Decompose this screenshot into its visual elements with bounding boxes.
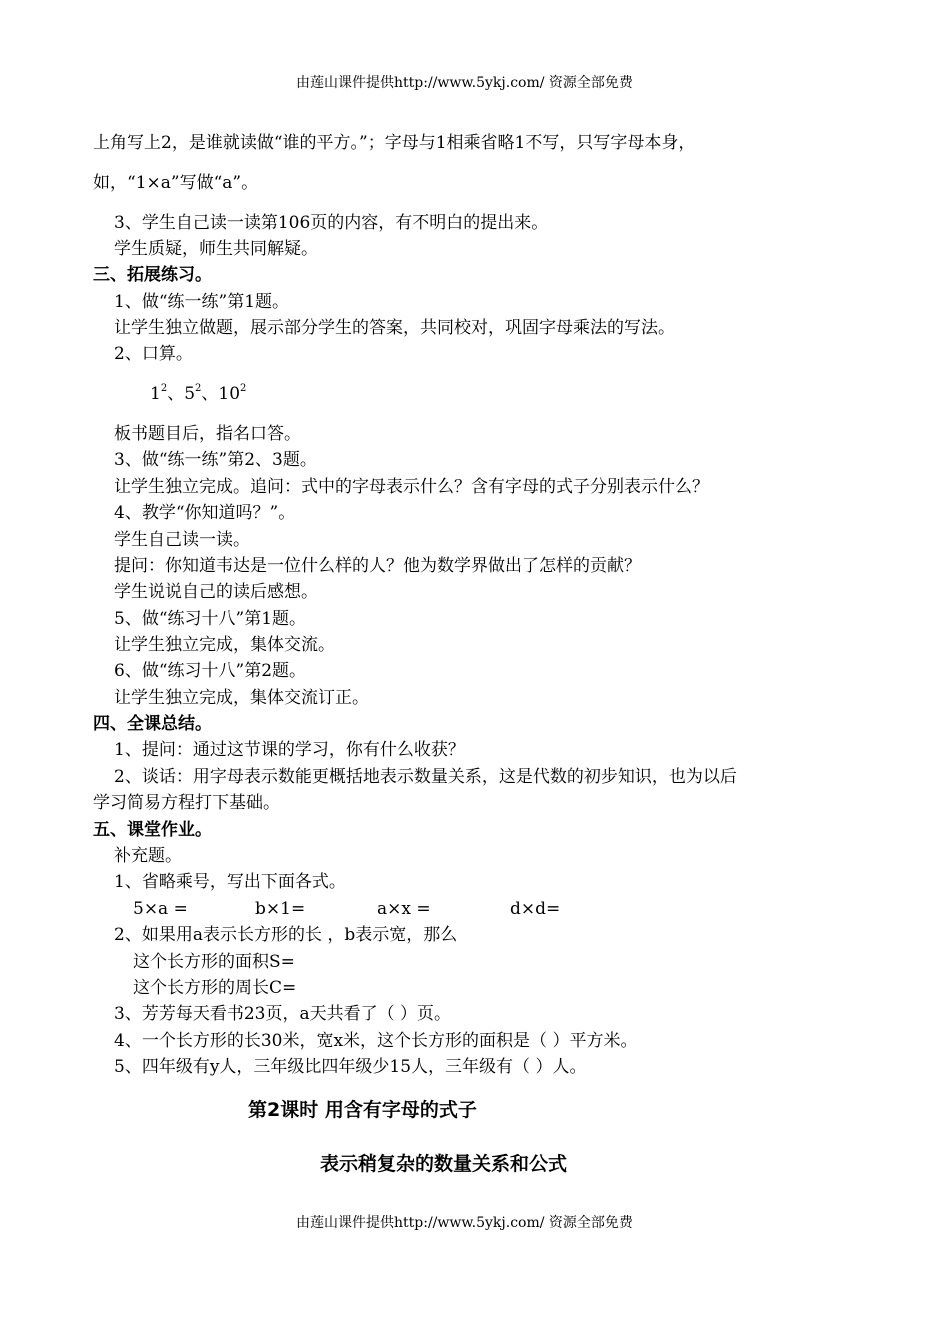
section-heading: 四、全课总结。 bbox=[93, 714, 212, 734]
section-heading: 三、拓展练习。 bbox=[93, 265, 212, 285]
lesson-title: 第2课时 用含有字母的式子 bbox=[248, 1099, 477, 1121]
formula: 5×a = bbox=[133, 899, 188, 919]
text-line: 4、一个长方形的长30米，宽x米，这个长方形的面积是（ ）平方米。 bbox=[114, 1031, 638, 1051]
text-line: 2、谈话：用字母表示数能更概括地表示数量关系，这是代数的初步知识，也为以后 bbox=[114, 767, 737, 787]
power-exponent: 2 bbox=[240, 383, 247, 394]
text-line: 如，“1×a”写做“a”。 bbox=[93, 173, 259, 193]
power-base: 10 bbox=[218, 384, 241, 404]
text-line: 学习简易方程打下基础。 bbox=[93, 793, 280, 813]
power-expressions bbox=[150, 384, 246, 404]
power-exponent: 2 bbox=[195, 383, 202, 394]
text-line: 3、做“练一练”第2、3题。 bbox=[114, 450, 317, 470]
formula: d×d= bbox=[510, 899, 561, 919]
text-line: 5、四年级有y人，三年级比四年级少15人，三年级有（ ）人。 bbox=[114, 1057, 587, 1077]
text-line: 2、口算。 bbox=[114, 344, 193, 364]
formula: a×x = bbox=[377, 899, 431, 919]
page-header: 由莲山课件提供http://www.5ykj.com/ 资源全部免费 bbox=[296, 75, 633, 91]
text-line: 这个长方形的面积S= bbox=[133, 952, 295, 972]
text-line: 板书题目后，指名口答。 bbox=[114, 424, 301, 444]
text-line: 1、省略乘号，写出下面各式。 bbox=[114, 872, 346, 892]
text-line: 1、做“练一练”第1题。 bbox=[114, 292, 290, 312]
text-line: 让学生独立做题，展示部分学生的答案，共同校对，巩固字母乘法的写法。 bbox=[114, 318, 675, 338]
text-line: 1、提问：通过这节课的学习，你有什么收获？ bbox=[114, 740, 465, 760]
text-line: 补充题。 bbox=[114, 846, 182, 866]
power-base: 1 bbox=[150, 384, 161, 404]
text-line: 4、教学“你知道吗？”。 bbox=[114, 503, 296, 523]
text-line: 让学生独立完成，集体交流订正。 bbox=[114, 688, 369, 708]
text-line: 6、做“练习十八”第2题。 bbox=[114, 661, 307, 681]
power-base: 5 bbox=[184, 384, 196, 404]
page-footer: 由莲山课件提供http://www.5ykj.com/ 资源全部免费 bbox=[296, 1215, 633, 1231]
text-line: 上角写上2，是谁就读做“谁的平方。”；字母与1相乘省略1不写，只写字母本身， bbox=[93, 133, 696, 153]
text-line: 3、学生自己读一读第106页的内容，有不明白的提出来。 bbox=[114, 213, 549, 233]
text-line: 这个长方形的周长C= bbox=[133, 978, 297, 998]
text-line: 2、如果用a表示长方形的长 ，b表示宽，那么 bbox=[114, 925, 458, 945]
separator: 、 bbox=[167, 384, 185, 404]
lesson-subtitle: 表示稍复杂的数量关系和公式 bbox=[320, 1153, 568, 1175]
text-line: 5、做“练习十八”第1题。 bbox=[114, 609, 307, 629]
formula: b×1= bbox=[255, 899, 306, 919]
text-line: 3、芳芳每天看书23页，a天共看了（ ）页。 bbox=[114, 1004, 451, 1024]
text-line: 学生说说自己的读后感想。 bbox=[114, 582, 318, 602]
section-heading: 五、课堂作业。 bbox=[93, 820, 212, 840]
power-exponent: 2 bbox=[160, 383, 168, 394]
text-line: 让学生独立完成。追问：式中的字母表示什么？含有字母的式子分别表示什么？ bbox=[114, 477, 709, 497]
text-line: 学生质疑，师生共同解疑。 bbox=[114, 239, 318, 259]
text-line: 让学生独立完成，集体交流。 bbox=[114, 635, 335, 655]
separator: 、 bbox=[201, 384, 219, 404]
text-line: 学生自己读一读。 bbox=[114, 530, 250, 550]
text-line: 提问：你知道韦达是一位什么样的人？他为数学界做出了怎样的贡献？ bbox=[114, 556, 641, 576]
